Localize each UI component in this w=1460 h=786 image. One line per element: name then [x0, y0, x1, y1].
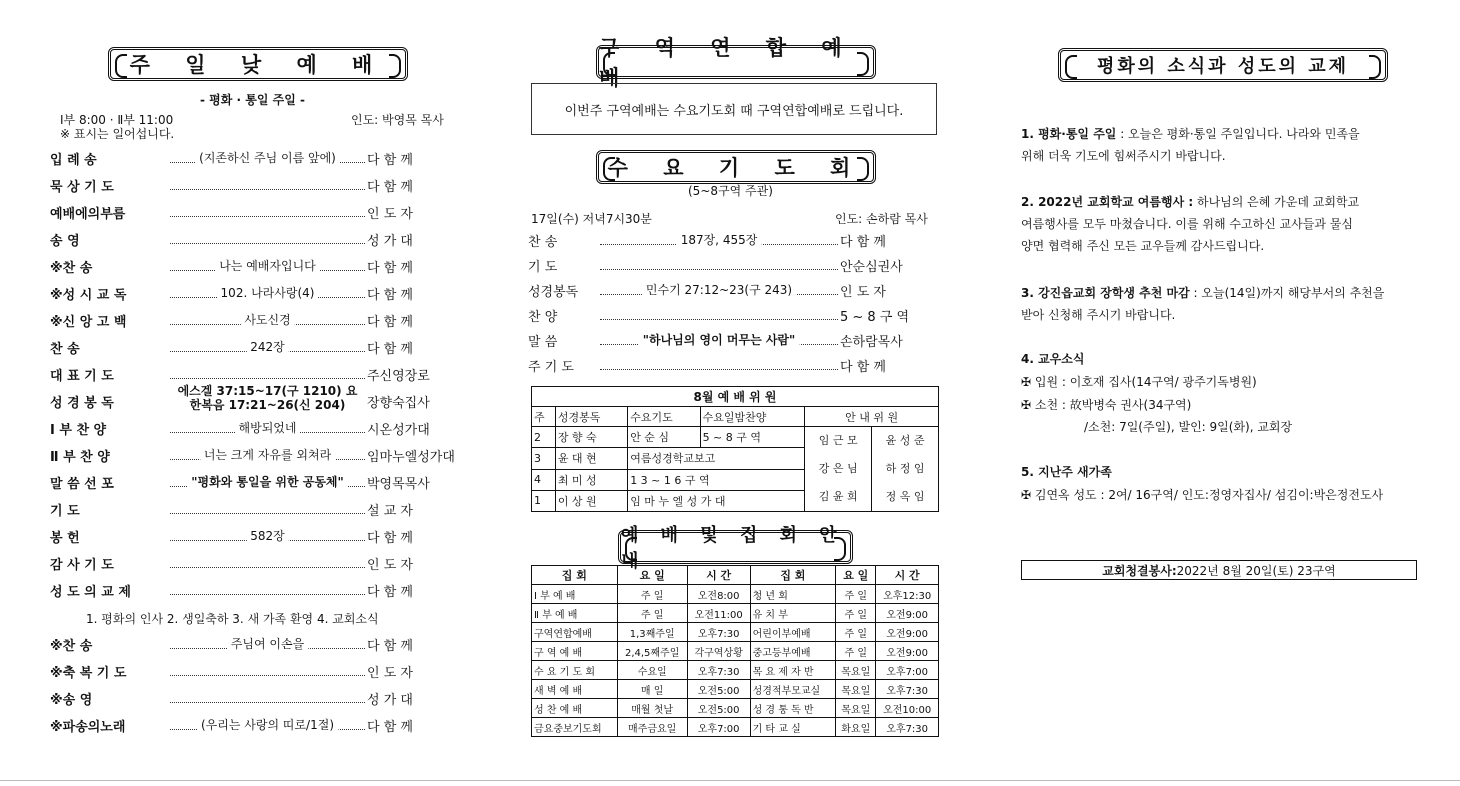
schedule-cell: 금요중보기도회 — [532, 718, 618, 737]
wednesday-prayer-title-text: 수 요 기 도 회 — [607, 156, 865, 180]
news-item-3 — [1021, 283, 1384, 303]
usher-name: 강 은 님 — [818, 462, 858, 475]
news-item-5-head: 5. 지난주 새가족 — [1021, 465, 1112, 479]
news-item-5-line1 — [1021, 485, 1383, 505]
cleaning-service-text: 2022년 8월 20일(토) 23구역 — [1176, 563, 1336, 578]
schedule-header: 시 간 — [687, 566, 750, 585]
order-item — [528, 280, 938, 300]
order-item-leader-dots — [170, 420, 365, 435]
news-title-text: 평화의 소식과 성도의 교제 — [1096, 56, 1350, 77]
order-item-leader-dots — [170, 636, 365, 651]
order-item-detail: "평화와 통일을 위한 공동체" — [187, 473, 348, 490]
schedule-cell: 중고등부예배 — [750, 642, 836, 661]
order-item-detail: (우리는 사랑의 띠로/1절) — [197, 716, 338, 733]
news-item-4-line2 — [1021, 395, 1191, 415]
order-item-detail: 582장 — [246, 527, 289, 544]
duty-cell: 이 상 원 — [555, 490, 627, 511]
order-item-name: ※송 영 — [50, 692, 93, 708]
order-item-person: 다 함 께 — [840, 359, 886, 375]
order-item-leader-dots — [600, 282, 838, 297]
schedule-row — [532, 623, 939, 642]
schedule-cell: 오후7:30 — [876, 718, 939, 737]
schedule-row — [532, 661, 939, 680]
order-item-name: 찬 송 — [528, 234, 558, 250]
order-item-detail: "하나님의 영이 머무는 사람" — [639, 331, 800, 348]
usher-name: 김 윤 희 — [818, 490, 858, 503]
news-item-5 — [1021, 462, 1112, 482]
usher-name: 하 정 임 — [885, 462, 925, 475]
news-item-4-line1-text: 입원 : 이호재 집사(14구역/ 광주기독병원) — [1034, 375, 1257, 389]
order-item — [50, 661, 465, 681]
order-item-name: 성 도 의 교 제 — [50, 584, 131, 600]
schedule-cell: 화요일 — [836, 718, 876, 737]
schedule-cell: 어린이부예배 — [750, 623, 836, 642]
order-item-detail: 너는 크게 자유를 외쳐라 — [200, 446, 335, 463]
schedule-cell: 오전10:00 — [876, 699, 939, 718]
duty-header: 수요일밤찬양 — [700, 407, 805, 427]
wednesday-prayer-title — [596, 150, 876, 184]
schedule-cell: 청 년 회 — [750, 585, 836, 604]
order-item-name: ※축 복 기 도 — [50, 665, 127, 681]
usher-name: 정 옥 임 — [885, 490, 925, 503]
schedule-cell: 성 찬 예 배 — [532, 699, 618, 718]
order-item-person: 임마누엘성가대 — [367, 449, 455, 465]
schedule-title — [618, 525, 853, 572]
cleaning-service-box — [1021, 560, 1417, 580]
fellowship-line: 1. 평화의 인사 2. 생일축하 3. 새 가족 환영 4. 교회소식 — [86, 612, 379, 626]
order-item-leader-dots — [170, 150, 365, 165]
schedule-row — [532, 699, 939, 718]
duty-cell: 1 3 ~ 1 6 구 역 — [628, 469, 805, 490]
schedule-row — [532, 642, 939, 661]
news-item-4-line3: /소천: 7일(주일), 발인: 9일(화), 교회장 — [1084, 420, 1293, 434]
schedule-cell: 주 일 — [836, 642, 876, 661]
schedule-header: 요 일 — [836, 566, 876, 585]
order-item-name: 성경봉독 — [528, 284, 579, 300]
order-item-detail: 187장, 455장 — [677, 231, 762, 248]
order-item-person: 다 함 께 — [367, 287, 413, 303]
cleaning-service-label: 교회청결봉사: — [1102, 563, 1177, 578]
schedule-cell: 매 일 — [617, 680, 687, 699]
schedule-cell: Ⅰ 부 예 배 — [532, 585, 618, 604]
order-item-name: 대 표 기 도 — [50, 368, 114, 384]
service-times: Ⅰ부 8:00 · Ⅱ부 11:00 — [60, 113, 174, 127]
order-item-person: 인 도 자 — [367, 665, 413, 681]
order-item-name: 주 기 도 — [528, 359, 574, 375]
order-item — [50, 383, 465, 412]
order-item — [50, 526, 465, 546]
order-item-name: 기 도 — [50, 503, 80, 519]
order-item-name: ※파송의노래 — [50, 719, 126, 735]
order-item-name: 말 씀 — [528, 334, 558, 350]
order-item-name: 예배에의부름 — [50, 206, 126, 222]
duty-cell: 2 — [532, 427, 556, 448]
order-item-person: 인 도 자 — [367, 206, 413, 222]
order-item-leader-dots — [170, 370, 365, 379]
order-item-detail: 242장 — [246, 338, 289, 355]
schedule-cell: 목요일 — [836, 661, 876, 680]
order-item-person: 다 함 께 — [367, 638, 413, 654]
order-item-person: 인 도 자 — [840, 284, 886, 300]
district-worship-title — [596, 36, 876, 90]
schedule-row — [532, 718, 939, 737]
usher-name: 윤 성 준 — [885, 434, 925, 447]
order-item-person: 다 함 께 — [367, 152, 413, 168]
order-item-person: 다 함 께 — [367, 584, 413, 600]
order-item-person: 다 함 께 — [367, 719, 413, 735]
order-item — [528, 305, 938, 325]
order-item — [528, 355, 938, 375]
duty-cell: 최 미 성 — [555, 469, 627, 490]
schedule-cell: 오후12:30 — [876, 585, 939, 604]
duty-cell: 안 순 심 — [628, 427, 700, 448]
order-item-person: 손하람목사 — [840, 334, 903, 350]
order-item-leader-dots — [170, 235, 365, 244]
schedule-cell: 주 일 — [617, 585, 687, 604]
news-item-2-head: 2. 2022년 교회학교 여름행사 : — [1021, 195, 1194, 209]
order-item-leader-dots — [170, 717, 365, 732]
news-item-4-head: 4. 교우소식 — [1021, 352, 1085, 366]
cross-icon: ✠ — [1021, 398, 1035, 412]
schedule-cell: 오후7:30 — [687, 661, 750, 680]
schedule-header: 집 회 — [532, 566, 618, 585]
schedule-cell: 오전9:00 — [876, 604, 939, 623]
duty-cell: 4 — [532, 469, 556, 490]
order-item-person: 시온성가대 — [367, 422, 430, 438]
schedule-cell: 성 경 통 독 반 — [750, 699, 836, 718]
order-item — [50, 634, 465, 654]
order-item-name: 찬 송 — [50, 341, 80, 357]
order-item-leader-dots — [170, 447, 365, 462]
order-item-person: 성 가 대 — [367, 692, 413, 708]
district-notice-box — [531, 83, 937, 135]
schedule-cell: 목요일 — [836, 680, 876, 699]
usher-name: 임 근 모 — [818, 434, 858, 447]
order-item-leader-dots — [170, 474, 365, 489]
schedule-cell: 주 일 — [836, 585, 876, 604]
duty-table — [531, 386, 939, 512]
schedule-cell: 오후7:00 — [876, 661, 939, 680]
order-item — [50, 472, 465, 492]
duty-header: 주 — [532, 407, 556, 427]
news-item-1-body: : 오늘은 평화·통일 주일입니다. 나라와 민족을 — [1116, 127, 1360, 141]
order-item-leader-dots — [170, 258, 365, 273]
cross-icon: ✠ — [1021, 375, 1035, 389]
schedule-cell: 구역연합예배 — [532, 623, 618, 642]
news-item-4 — [1021, 349, 1084, 369]
cross-icon: ✠ — [1021, 488, 1035, 502]
wednesday-leader: 인도: 손하람 목사 — [835, 212, 928, 226]
schedule-cell: 목요일 — [836, 699, 876, 718]
order-item-name: ※찬 송 — [50, 260, 93, 276]
order-item-leader-dots — [600, 311, 838, 320]
order-item-name: Ⅱ 부 찬 양 — [50, 449, 110, 465]
order-item-detail: 사도신경 — [240, 311, 294, 328]
order-item — [50, 499, 465, 519]
news-item-5-line1-text: 김연옥 성도 : 2여/ 16구역/ 인도:정영자집사/ 섬김이:박은정전도사 — [1034, 488, 1384, 502]
sunday-worship-title-text: 주 일 낮 예 배 — [129, 53, 387, 77]
order-item — [528, 330, 938, 350]
news-item-1-line2: 위해 더욱 기도에 힘써주시기 바랍니다. — [1021, 149, 1226, 163]
order-item — [50, 202, 465, 222]
schedule-cell: 오전9:00 — [876, 642, 939, 661]
order-item-name: 말 씀 선 포 — [50, 476, 114, 492]
schedule-cell: 오전8:00 — [687, 585, 750, 604]
schedule-row — [532, 604, 939, 623]
schedule-cell: 1,3째주일 — [617, 623, 687, 642]
duty-cell: 윤 대 현 — [555, 448, 627, 469]
order-item-detail: 102. 나라사랑(4) — [217, 284, 319, 301]
news-item-3-head: 3. 강진읍교회 장학생 추천 마감 — [1021, 286, 1190, 300]
order-item-name: 송 영 — [50, 233, 80, 249]
order-item-leader-dots — [170, 505, 365, 514]
duty-cell: 장 향 숙 — [555, 427, 627, 448]
order-item — [50, 148, 465, 168]
schedule-cell: 오전5:00 — [687, 699, 750, 718]
schedule-cell: 오후7:30 — [876, 680, 939, 699]
wednesday-subtitle: (5~8구역 주관) — [688, 184, 773, 198]
order-item — [50, 256, 465, 276]
worship-leader-text: 인도: 박영목 목사 — [351, 113, 444, 127]
order-item-detail: 주님여 이손을 — [227, 635, 308, 652]
order-item-leader-dots — [170, 383, 365, 412]
order-item-name: 봉 헌 — [50, 530, 80, 546]
order-item-name: 성 경 봉 독 — [50, 395, 114, 411]
schedule-cell: Ⅱ 부 예 배 — [532, 604, 618, 623]
order-item-detail: 나는 예배자입니다 — [215, 257, 320, 274]
order-item-leader-dots — [170, 339, 365, 354]
schedule-cell: 유 치 부 — [750, 604, 836, 623]
order-item-person: 다 함 께 — [367, 314, 413, 330]
duty-header: 성경봉독 — [555, 407, 627, 427]
news-item-2-line2: 여름행사를 모두 마쳤습니다. 이를 위해 수고하신 교사들과 물심 — [1021, 217, 1353, 231]
page-divider — [0, 780, 1460, 781]
order-item-leader-dots — [170, 667, 365, 676]
schedule-header: 집 회 — [750, 566, 836, 585]
schedule-cell: 새 벽 예 배 — [532, 680, 618, 699]
order-item-name: 기 도 — [528, 259, 558, 275]
duty-cell: 임 마 누 엘 성 가 대 — [628, 490, 805, 511]
order-item — [50, 283, 465, 303]
order-item — [50, 175, 465, 195]
schedule-header: 시 간 — [876, 566, 939, 585]
schedule-cell: 오전9:00 — [876, 623, 939, 642]
order-item-person: 박영목목사 — [367, 476, 430, 492]
usher-list-2 — [872, 427, 939, 512]
order-item-leader-dots — [170, 181, 365, 190]
order-item — [50, 688, 465, 708]
worship-subtitle: - 평화 · 통일 주일 - — [200, 93, 305, 107]
order-item — [50, 418, 465, 438]
usher-list-1 — [805, 427, 872, 512]
order-item-person: 5 ~ 8 구 역 — [840, 309, 910, 325]
order-item-name: 감 사 기 도 — [50, 557, 114, 573]
news-item-2-line3: 양면 협력해 주신 모든 교우들께 감사드립니다. — [1021, 239, 1265, 253]
schedule-cell: 오후7:00 — [687, 718, 750, 737]
schedule-table — [531, 565, 939, 737]
news-item-1 — [1021, 124, 1360, 144]
order-item-leader-dots — [170, 694, 365, 703]
duty-header: 안 내 위 원 — [805, 407, 939, 427]
order-item — [50, 580, 465, 600]
order-item-leader-dots — [170, 312, 365, 327]
order-item-person: 다 함 께 — [367, 179, 413, 195]
order-item-detail: (지존하신 주님 이름 앞에) — [195, 149, 340, 166]
order-item-detail: 에스겔 37:15~17(구 1210) 요한복음 17:21~26(신 204) — [169, 384, 367, 412]
order-item — [50, 310, 465, 330]
schedule-cell: 수요일 — [617, 661, 687, 680]
news-title — [1058, 48, 1388, 82]
order-item-person: 설 교 자 — [367, 503, 413, 519]
order-item-leader-dots — [170, 208, 365, 217]
duty-cell: 3 — [532, 448, 556, 469]
district-worship-title-text: 구 역 연 합 예 배 — [599, 36, 856, 90]
order-item-person: 인 도 자 — [367, 557, 413, 573]
schedule-title-text: 예 배 및 집 회 안 내 — [621, 525, 845, 572]
worship-leader — [351, 111, 444, 128]
schedule-cell: 성경적부모교실 — [750, 680, 836, 699]
wednesday-time: 17일(수) 저녁7시30분 — [531, 212, 652, 226]
schedule-cell: 주 일 — [836, 623, 876, 642]
schedule-header: 요 일 — [617, 566, 687, 585]
schedule-cell: 매주금요일 — [617, 718, 687, 737]
order-item-name: 찬 양 — [528, 309, 558, 325]
order-item-detail: 해방되었네 — [235, 419, 301, 436]
duty-cell: 5 ~ 8 구 역 — [700, 427, 805, 448]
schedule-cell: 오전11:00 — [687, 604, 750, 623]
order-item — [50, 553, 465, 573]
standing-note: ※ 표시는 일어섭니다. — [60, 127, 175, 141]
order-item-leader-dots — [170, 528, 365, 543]
news-item-3-line2: 받아 신청해 주시기 바랍니다. — [1021, 308, 1176, 322]
order-item-name: ※신 앙 고 백 — [50, 314, 127, 330]
schedule-cell: 주 일 — [836, 604, 876, 623]
schedule-cell: 오전5:00 — [687, 680, 750, 699]
order-item-leader-dots — [600, 232, 838, 247]
order-item — [50, 229, 465, 249]
order-item — [50, 715, 465, 735]
news-item-4-line1 — [1021, 372, 1257, 392]
order-item-name: ※성 시 교 독 — [50, 287, 127, 303]
order-item-leader-dots — [600, 361, 838, 370]
sunday-worship-title — [108, 47, 408, 81]
duty-table-title: 8월 예 배 위 원 — [532, 387, 939, 407]
duty-cell: 1 — [532, 490, 556, 511]
schedule-cell: 목 요 제 자 반 — [750, 661, 836, 680]
news-item-4-line2-text: 소천 : 故박병숙 권사(34구역) — [1034, 398, 1192, 412]
order-item — [50, 364, 465, 384]
order-item-person: 다 함 께 — [367, 260, 413, 276]
schedule-cell: 기 타 교 실 — [750, 718, 836, 737]
schedule-cell: 각구역상황 — [687, 642, 750, 661]
schedule-row — [532, 585, 939, 604]
schedule-cell: 구 역 예 배 — [532, 642, 618, 661]
order-item-person: 성 가 대 — [367, 233, 413, 249]
order-item-leader-dots — [170, 285, 365, 300]
schedule-cell: 수 요 기 도 회 — [532, 661, 618, 680]
order-item — [528, 230, 938, 250]
district-notice-text: 이번주 구역예배는 수요기도회 때 구역연합예배로 드립니다. — [564, 103, 904, 119]
order-item-person: 다 함 께 — [367, 530, 413, 546]
news-item-2 — [1021, 192, 1359, 212]
duty-header: 수요기도 — [628, 407, 700, 427]
order-item-detail: 민수기 27:12~23(구 243) — [642, 281, 796, 298]
news-item-3-body: : 오늘(14일)까지 해당부서의 추천을 — [1189, 286, 1385, 300]
news-item-2-body: 하나님의 은혜 가운데 교회학교 — [1193, 195, 1360, 209]
order-item — [50, 445, 465, 465]
order-item — [50, 337, 465, 357]
schedule-row — [532, 680, 939, 699]
schedule-cell: 매월 첫날 — [617, 699, 687, 718]
schedule-cell: 2,4,5째주일 — [617, 642, 687, 661]
order-item-leader-dots — [170, 559, 365, 568]
order-item — [528, 255, 938, 275]
order-item-person: 장향숙집사 — [367, 395, 430, 411]
schedule-cell: 주 일 — [617, 604, 687, 623]
schedule-cell: 오후7:30 — [687, 623, 750, 642]
order-item-name: ※찬 송 — [50, 638, 93, 654]
order-item-person: 다 함 께 — [840, 234, 886, 250]
order-item-leader-dots — [600, 261, 838, 270]
order-item-person: 주신영장로 — [367, 368, 430, 384]
news-item-1-head: 1. 평화·통일 주일 — [1021, 127, 1117, 141]
order-item-person: 안순심권사 — [840, 259, 903, 275]
order-item-name: 묵 상 기 도 — [50, 179, 114, 195]
order-item-person: 다 함 께 — [367, 341, 413, 357]
order-item-name: Ⅰ 부 찬 양 — [50, 422, 107, 438]
order-item-name: 입 례 송 — [50, 152, 97, 168]
duty-cell: 여름성경학교보고 — [628, 448, 805, 469]
order-item-leader-dots — [600, 332, 838, 347]
order-item-leader-dots — [170, 586, 365, 595]
